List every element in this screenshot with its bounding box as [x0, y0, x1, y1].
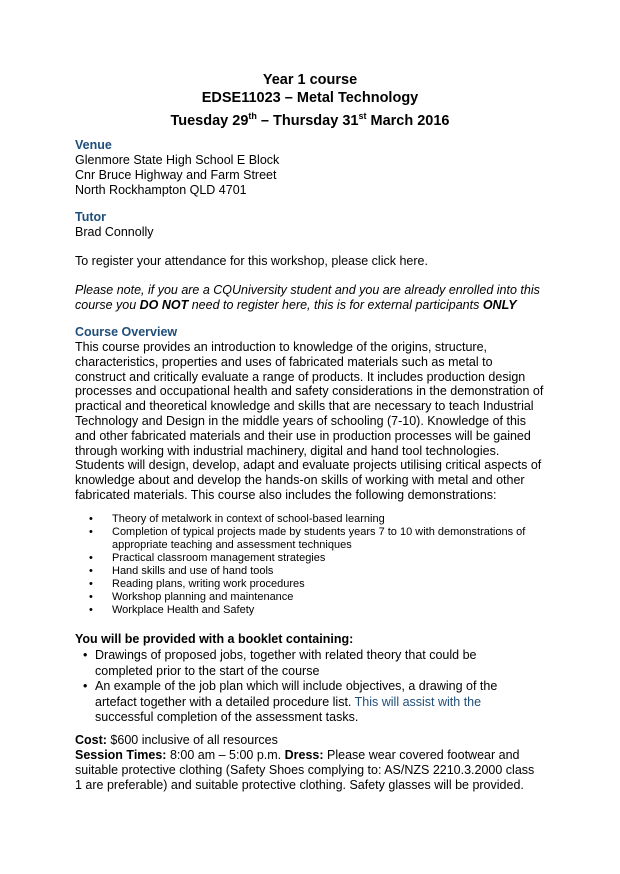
title-year: Year 1 course: [262, 72, 358, 88]
overview-line: Technology and Design in the middle years of schooling (7-10). Knowledge of this: [75, 413, 526, 428]
overview-line: processes and occupational health and safety considerations in the demonstration of: [75, 384, 544, 399]
cost-line: Cost: $600 inclusive of all resources: [75, 733, 278, 747]
overview-line: This course provides an introduction to knowledge of the origins, structure,: [75, 340, 488, 354]
bullet-icon: •: [89, 513, 93, 525]
session-block: Session Times: 8:00 am – 5:00 p.m. Dress: Please wear covered footwear and suitable protective clothing (Safety Shoes complying to: AS/NZS 2210.3.2000 class 1 are preferable) and suitable protective clothing. Safety glasses will be provided.: [75, 748, 535, 792]
booklet-heading: You will be provided with a booklet containing:: [75, 632, 354, 646]
tutor-section: [75, 210, 154, 240]
overview-line: practical and theoretical knowledge and skills that are necessary to teach Industrial: [75, 399, 534, 414]
bullet-icon: •: [83, 679, 88, 693]
list-item: • An example of the job plan which will include objectives, a drawing of the artefact together with a detailed procedure list. This will assist with the successful completion of the assessment tasks.: [83, 679, 498, 724]
bullet-icon: •: [83, 648, 88, 662]
bullet-icon: •: [89, 565, 93, 577]
list-item: • Reading plans, writing work procedures: [89, 578, 305, 590]
booklet-list: [85, 648, 497, 726]
course-overview-section: [75, 325, 543, 503]
overview-line: knowledge about and develop the hands-on skills of working with metal and other: [75, 473, 525, 488]
list-item: • Completion of typical projects made by students years 7 to 10 with demonstrations of appropriate teaching and assessment techniques: [89, 526, 526, 551]
title-dates: Tuesday 29th – Thursday 31st March 2016: [170, 111, 450, 129]
bullet-icon: •: [89, 591, 93, 603]
overview-line: and other fabricated materials and their use in production processes will be gained: [75, 428, 531, 443]
bullet-icon: •: [89, 526, 93, 538]
venue-line: Cnr Bruce Highway and Farm Street: [75, 167, 277, 182]
list-item: • Theory of metalwork in context of school-based learning: [89, 513, 385, 525]
student-note: Please note, if you are a CQUniversity student and you are already enrolled into this course you DO NOT need to register here, this is for external participants ONLY: [75, 283, 540, 312]
overview-line: through working with industrial machinery, digital and hand tool technologies.: [75, 443, 500, 458]
bullet-icon: •: [89, 578, 93, 590]
venue-line: North Rockhampton QLD 4701: [75, 182, 247, 197]
overview-line: characteristics, properties and uses of fabricated materials such as metal to: [75, 354, 493, 369]
demonstrations-list: [75, 513, 525, 617]
venue-heading: Venue: [75, 138, 112, 152]
overview-line: Students will design, develop, adapt and evaluate projects utilising critical aspects of: [75, 458, 542, 473]
list-item: • Hand skills and use of hand tools: [89, 565, 274, 577]
list-item: • Workshop planning and maintenance: [89, 591, 294, 603]
tutor-heading: Tutor: [75, 210, 107, 224]
bullet-icon: •: [89, 604, 93, 616]
tutor-name: Brad Connolly: [75, 225, 154, 239]
register-link[interactable]: To register your attendance for this workshop, please click here.: [75, 254, 428, 268]
overview-line: construct and critically evaluate a range of products. It includes production design: [75, 369, 526, 384]
list-item: • Workplace Health and Safety: [89, 604, 255, 616]
list-item: • Drawings of proposed jobs, together with related theory that could be completed prior to the start of the course: [83, 648, 477, 678]
venue-line: Glenmore State High School E Block: [75, 153, 280, 167]
list-item: • Practical classroom management strategies: [89, 552, 326, 564]
bullet-icon: •: [89, 552, 93, 564]
venue-section: [75, 138, 279, 197]
course-overview-heading: Course Overview: [75, 325, 178, 339]
title-course-code: EDSE11023 – Metal Technology: [201, 90, 419, 106]
overview-line: fabricated materials. This course also includes the following demonstrations:: [75, 487, 497, 502]
title-block: [0, 71, 620, 130]
